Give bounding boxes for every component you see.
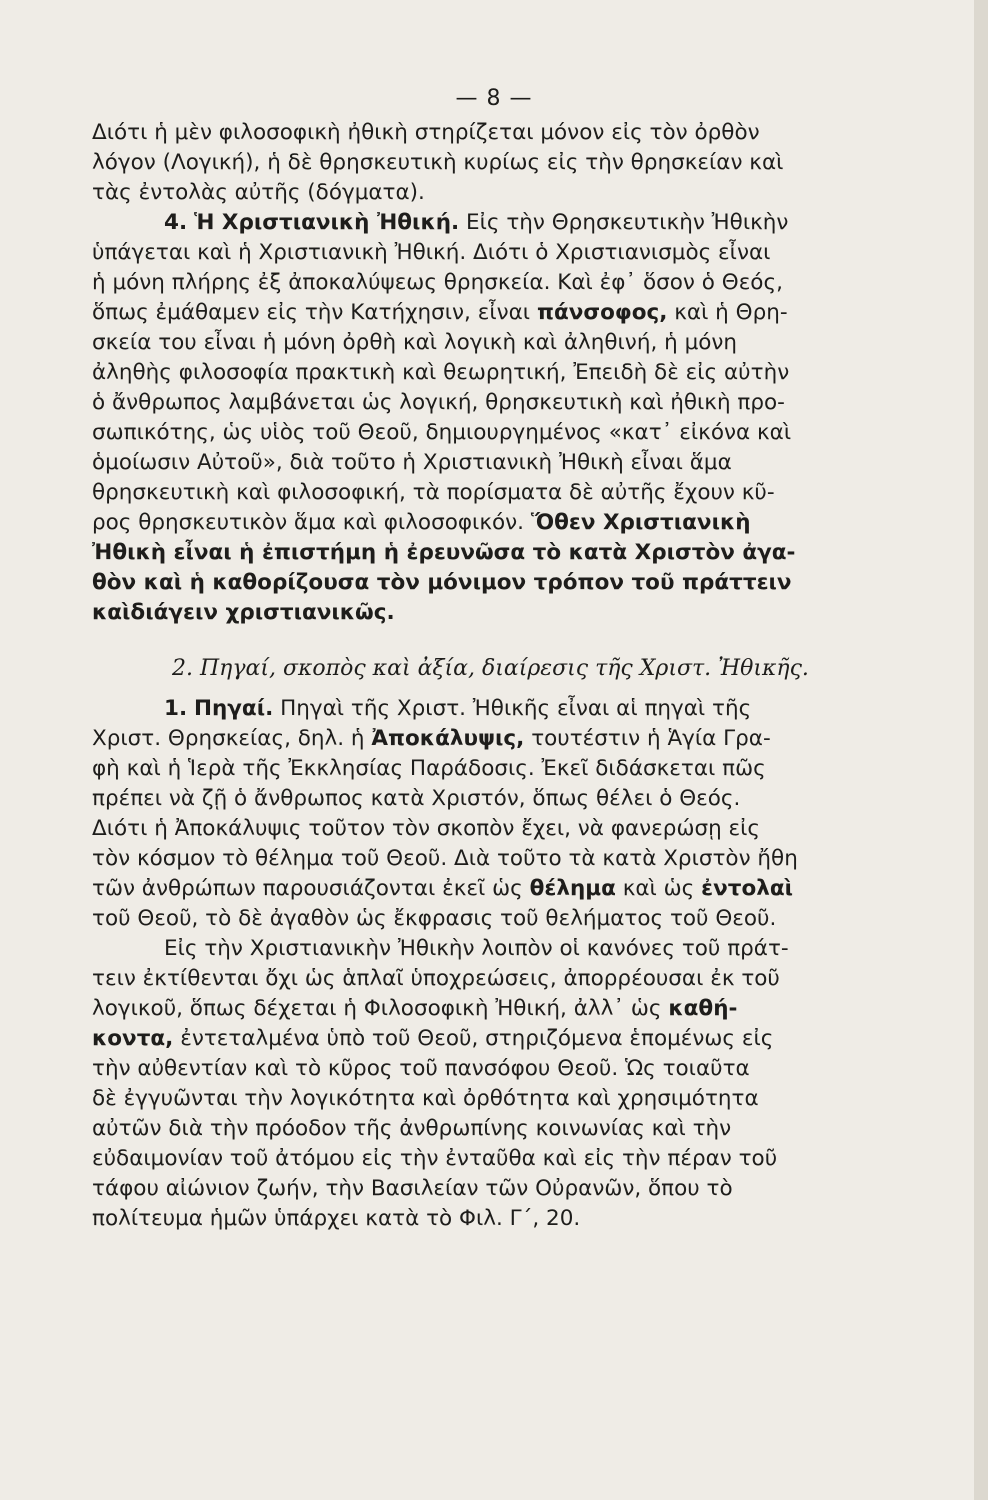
definition-line: καὶδιάγειν χριστιανικῶς. bbox=[92, 600, 395, 625]
text-line: ὁμοίωσιν Αὐτοῦ», διὰ τοῦτο ἡ Χριστιανικὴ Ἠθικὴ εἶναι ἅμα bbox=[92, 450, 732, 475]
text-line: Διότι ἡ μὲν φιλοσοφικὴ ἠθικὴ στηρίζεται μόνον εἰς τὸν ὀρθὸν bbox=[92, 120, 760, 145]
text-fragment: ὅπως ἐμάθαμεν εἰς τὴν Κατήχησιν, εἶναι bbox=[92, 300, 531, 325]
text-fragment: ρος θρησκευτικὸν ἅμα καὶ φιλοσοφικόν. bbox=[92, 510, 524, 535]
text-fragment: Εἰς τὴν Θρησκευτικὴν Ἠθικὴν bbox=[466, 210, 789, 235]
paragraph-final bbox=[92, 934, 922, 1234]
section-2-heading: 2. Πηγαί, σκοπὸς καὶ ἀξία, διαίρεσις τῆς Χριστ. Ἠθικῆς. bbox=[172, 656, 809, 681]
subsection-1-number: 1. bbox=[164, 696, 188, 721]
section-4-title: Ἡ Χριστιανικὴ Ἠθική. bbox=[193, 210, 460, 235]
bold-term: ἐντολαὶ bbox=[701, 876, 793, 901]
bold-term: καθή- bbox=[668, 996, 738, 1021]
page-number: — 8 — bbox=[455, 86, 533, 111]
text-line bbox=[92, 994, 922, 1024]
text-fragment: Πηγαὶ τῆς Χριστ. Ἠθικῆς εἶναι αἱ πηγαὶ τῆς bbox=[280, 696, 752, 721]
text-line: ἀληθὴς φιλοσοφία πρακτικὴ καὶ θεωρητική, Ἐπειδὴ δὲ εἰς αὐτὴν bbox=[92, 360, 790, 385]
text-line bbox=[92, 724, 922, 754]
text-line: θρησκευτικὴ καὶ φιλοσοφική, τὰ πορίσματα δὲ αὐτῆς ἔχουν κῦ- bbox=[92, 480, 775, 505]
text-line: εὐδαιμονίαν τοῦ ἀτόμου εἰς τὴν ἐνταῦθα καὶ εἰς τὴν πέραν τοῦ bbox=[92, 1146, 778, 1171]
text-line: Εἰς τὴν Χριστιανικὴν Ἠθικὴν λοιπὸν οἱ κανόνες τοῦ πράτ- bbox=[164, 936, 789, 961]
text-line: σκεία του εἶναι ἡ μόνη ὀρθὴ καὶ λογικὴ καὶ ἀληθινή, ἡ μόνη bbox=[92, 330, 738, 355]
section-4-first-line bbox=[92, 208, 922, 238]
text-line: ἡ μόνη πλήρης ἐξ ἀποκαλύψεως θρησκεία. Καὶ ἐφ᾽ ὅσον ὁ Θεός, bbox=[92, 270, 783, 295]
text-line bbox=[92, 298, 922, 328]
text-line: τοῦ Θεοῦ, τὸ δὲ ἀγαθὸν ὡς ἔκφρασις τοῦ θελήματος τοῦ Θεοῦ. bbox=[92, 906, 777, 931]
text-fragment: ἐντεταλμένα ὑπὸ τοῦ Θεοῦ, στηριζόμενα ἑπομένως εἰς bbox=[180, 1026, 774, 1051]
text-fragment: καὶ ἡ Θρη- bbox=[674, 300, 788, 325]
text-fragment: τουτέστιν ἡ Ἁγία Γρα- bbox=[531, 726, 771, 751]
text-line: λόγον (Λογική), ἡ δὲ θρησκευτικὴ κυρίως εἰς τὴν θρησκείαν καὶ bbox=[92, 150, 784, 175]
definition-line: Ἠθικὴ εἶναι ἡ ἐπιστήμη ἡ ἐρευνῶσα τὸ κατὰ Χριστὸν ἀγα- bbox=[92, 540, 796, 565]
text-line: τὸν κόσμον τὸ θέλημα τοῦ Θεοῦ. Διὰ τοῦτο τὰ κατὰ Χριστὸν ἤθη bbox=[92, 846, 798, 871]
bold-term: κοντα, bbox=[92, 1026, 174, 1051]
text-fragment: Χριστ. Θρησκείας, δηλ. ἡ bbox=[92, 726, 365, 751]
text-line: σωπικότης, ὡς υἱὸς τοῦ Θεοῦ, δημιουργημένος «κατ᾽ εἰκόνα καὶ bbox=[92, 420, 792, 445]
text-line: ὁ ἄνθρωπος λαμβάνεται ὡς λογική, θρησκευτικὴ καὶ ἠθικὴ προ- bbox=[92, 390, 785, 415]
text-line: Διότι ἡ Ἀποκάλυψις τοῦτον τὸν σκοπὸν ἔχει, νὰ φανερώσῃ εἰς bbox=[92, 816, 761, 841]
bold-term: θέλημα bbox=[529, 876, 616, 901]
bold-term: Ἀποκάλυψις, bbox=[371, 726, 525, 751]
text-line: αὐτῶν διὰ τὴν πρόοδον τῆς ἀνθρωπίνης κοινωνίας καὶ τὴν bbox=[92, 1116, 732, 1141]
bold-term: Ὅθεν Χριστιανικὴ bbox=[530, 510, 751, 535]
text-fragment: καὶ ὡς bbox=[622, 876, 695, 901]
section-4-number: 4. bbox=[164, 210, 188, 235]
text-line: πρέπει νὰ ζῇ ὁ ἄνθρωπος κατὰ Χριστόν, ὅπως θέλει ὁ Θεός. bbox=[92, 786, 741, 811]
text-line: ὑπάγεται καὶ ἡ Χριστιανικὴ Ἠθική. Διότι ὁ Χριστιανισμὸς εἶναι bbox=[92, 240, 771, 265]
paragraph-intro bbox=[92, 118, 922, 208]
section-sources bbox=[92, 694, 922, 934]
text-line bbox=[92, 508, 922, 538]
definition-line: θὸν καὶ ἡ καθορίζουσα τὸν μόνιμον τρόπον τοῦ πράττειν bbox=[92, 570, 792, 595]
section-christian-ethics bbox=[92, 208, 922, 628]
text-fragment: τῶν ἀνθρώπων παρουσιάζονται ἐκεῖ ὡς bbox=[92, 876, 523, 901]
text-line: τὰς ἐντολὰς αὐτῆς (δόγματα). bbox=[92, 180, 425, 205]
text-line: πολίτευμα ἡμῶν ὑπάρχει κατὰ τὸ Φιλ. Γ΄, 20. bbox=[92, 1206, 581, 1231]
subsection-1-first-line bbox=[92, 694, 922, 724]
text-fragment: λογικοῦ, ὅπως δέχεται ἡ Φιλοσοφικὴ Ἠθική, ἀλλ᾽ ὡς bbox=[92, 996, 662, 1021]
subsection-1-title: Πηγαί. bbox=[193, 696, 274, 721]
text-line bbox=[92, 874, 922, 904]
text-line: τειν ἐκτίθενται ὄχι ὡς ἁπλαῖ ὑποχρεώσεις, ἀπορρέουσαι ἐκ τοῦ bbox=[92, 966, 780, 991]
bold-term: πάνσοφος, bbox=[536, 300, 668, 325]
page-gutter bbox=[974, 0, 988, 1500]
text-line bbox=[92, 1024, 922, 1054]
text-line: τὴν αὐθεντίαν καὶ τὸ κῦρος τοῦ πανσόφου Θεοῦ. Ὡς τοιαῦτα bbox=[92, 1056, 750, 1081]
page-body bbox=[92, 118, 922, 1234]
text-line: τάφου αἰώνιον ζωήν, τὴν Βασιλείαν τῶν Οὐρανῶν, ὅπου τὸ bbox=[92, 1176, 733, 1201]
text-line: δὲ ἐγγυῶνται τὴν λογικότητα καὶ ὀρθότητα καὶ χρησιμότητα bbox=[92, 1086, 759, 1111]
text-line: φὴ καὶ ἡ Ἱερὰ τῆς Ἐκκλησίας Παράδοσις. Ἐκεῖ διδάσκεται πῶς bbox=[92, 756, 766, 781]
